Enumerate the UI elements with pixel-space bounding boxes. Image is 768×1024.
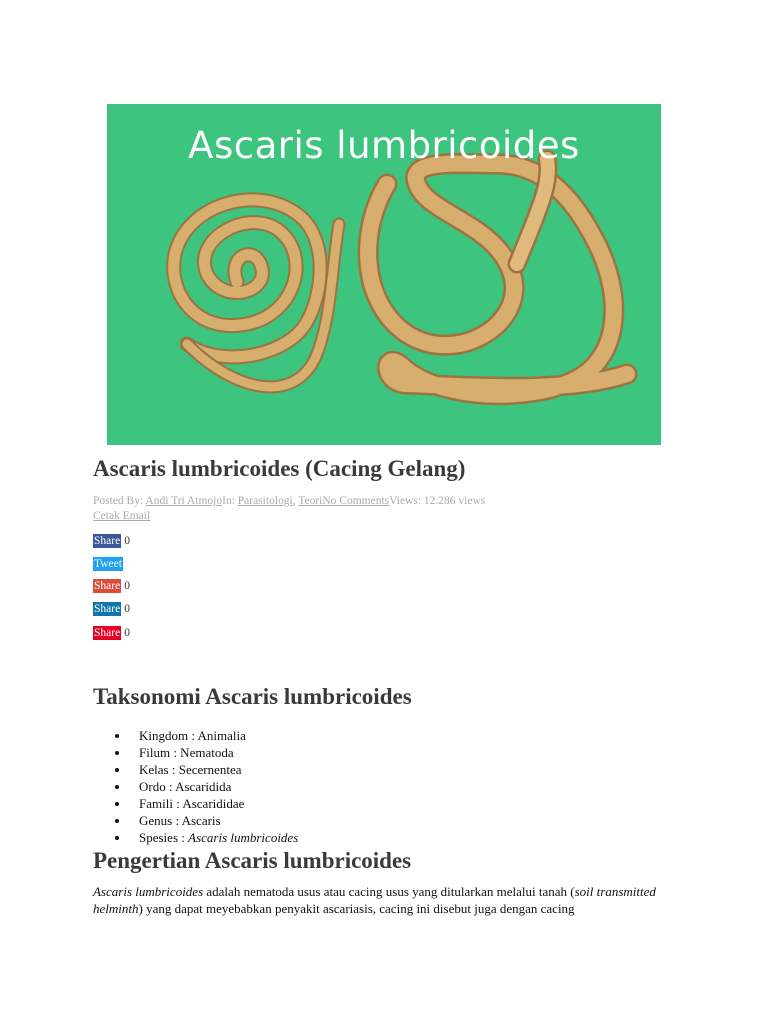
list-item: Filum : Nematoda [93,744,298,761]
share-count: 0 [124,580,130,592]
species-name: Ascaris lumbricoides [188,830,299,845]
share-row-twitter [93,557,123,571]
print-email-link[interactable]: Cetak Email [93,510,151,522]
author-link[interactable]: Andi Tri Atmojo [145,495,223,507]
posted-by-label: Posted By: [93,495,146,507]
list-item: Spesies : Ascaris lumbricoides [93,829,298,846]
taxonomy-heading: Taksonomi Ascaris lumbricoides [93,684,412,709]
list-item: Famili : Ascarididae [93,795,298,812]
species-name: Ascaris lumbricoides [93,884,204,899]
facebook-share-button[interactable]: Share [94,535,121,547]
post-title: Ascaris lumbricoides (Cacing Gelang) [93,456,466,481]
in-label: In: [222,495,238,507]
hero-image [107,104,661,445]
google-share-button[interactable]: Share [94,580,121,592]
definition-heading: Pengertian Ascaris lumbricoides [93,848,412,873]
share-row-google [93,579,130,593]
category-link-teori[interactable]: Teori [298,495,323,507]
share-row-facebook [93,534,130,548]
comments-link[interactable]: No Comments [322,495,390,507]
views-count: Views: 12.286 views [389,495,486,507]
list-item: Ordo : Ascaridida [93,778,298,795]
taxonomy-list [93,727,298,846]
pinterest-share-button[interactable]: Share [94,627,121,639]
linkedin-share-button[interactable]: Share [94,603,121,615]
definition-paragraph: Ascaris lumbricoides adalah nematoda usus atau cacing usus yang ditularkan melalui tanah (soil transmitted helminth) yang dapat meyebabkan penyakit ascariasis, cacing ini disebut juga dengan cacing [93,884,656,916]
share-count: 0 [124,535,130,547]
share-count: 0 [124,627,130,639]
share-count: 0 [124,603,130,615]
list-item: Genus : Ascaris [93,812,298,829]
category-link-parasitologi[interactable]: Parasitologi [237,495,293,507]
list-item: Kelas : Secernentea [93,761,298,778]
post-meta [93,494,633,524]
tweet-button[interactable]: Tweet [94,558,122,570]
hero-caption: Ascaris lumbricoides [188,124,580,167]
share-row-linkedin [93,602,130,616]
category-separator: , [292,495,299,507]
soil-transmitted-term: soil transmitted helminth [93,884,656,916]
list-item: Kingdom : Animalia [93,727,298,744]
share-row-pinterest [93,626,130,640]
